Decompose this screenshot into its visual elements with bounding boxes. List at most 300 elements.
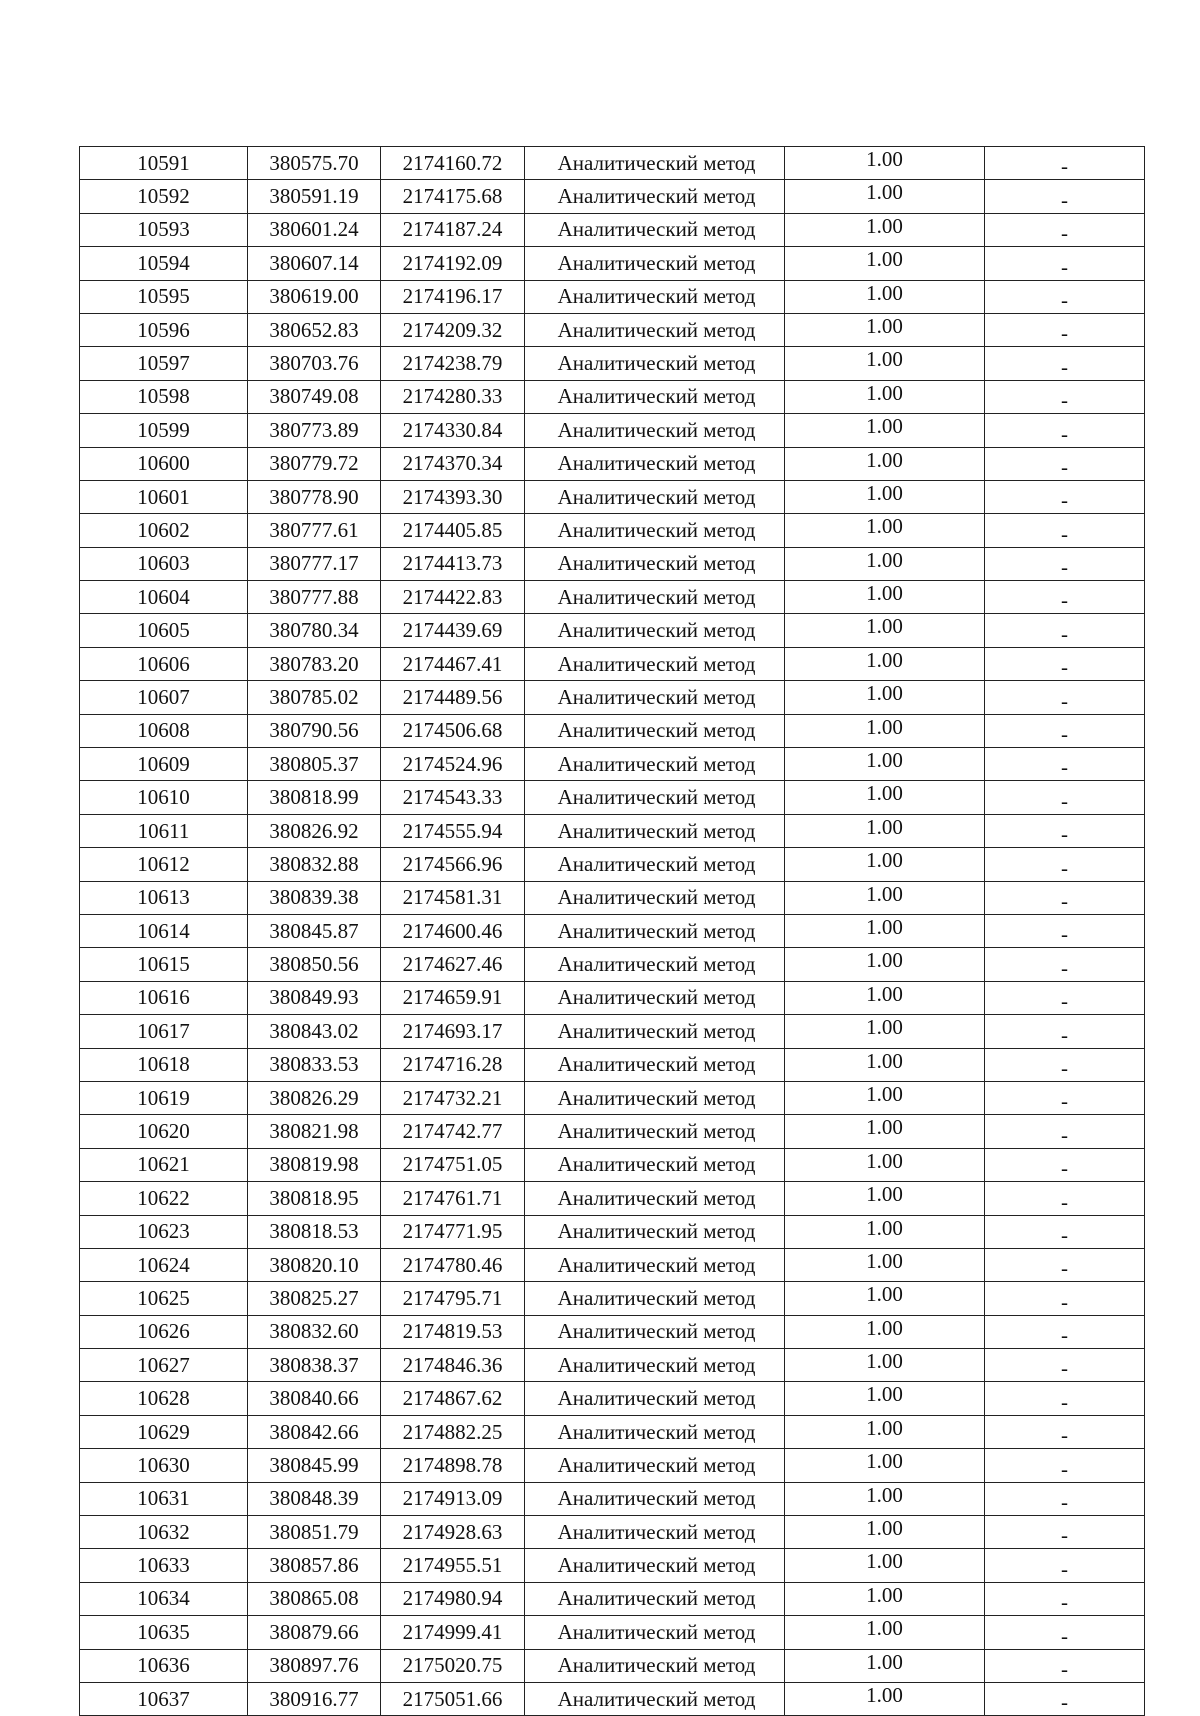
note-cell: -	[985, 1248, 1145, 1281]
y-coordinate-cell: 2174209.32	[381, 313, 525, 346]
note-cell: -	[985, 1148, 1145, 1181]
y-coordinate-cell: 2174175.68	[381, 180, 525, 213]
method-cell: Аналитический метод	[525, 347, 785, 380]
note-cell: -	[985, 914, 1145, 947]
table-row	[80, 647, 1145, 680]
accuracy-cell: 1.00	[785, 1415, 985, 1448]
note-cell: -	[985, 1349, 1145, 1382]
note-cell: -	[985, 848, 1145, 881]
accuracy-cell: 1.00	[785, 814, 985, 847]
y-coordinate-cell: 2174555.94	[381, 814, 525, 847]
x-coordinate-cell: 380777.17	[248, 547, 381, 580]
accuracy-cell: 1.00	[785, 848, 985, 881]
y-coordinate-cell: 2174716.28	[381, 1048, 525, 1081]
accuracy-cell: 1.00	[785, 380, 985, 413]
table-row	[80, 748, 1145, 781]
table-row	[80, 1482, 1145, 1515]
method-cell: Аналитический метод	[525, 1282, 785, 1315]
method-cell: Аналитический метод	[525, 1582, 785, 1615]
accuracy-cell: 1.00	[785, 280, 985, 313]
x-coordinate-cell: 380826.29	[248, 1081, 381, 1114]
y-coordinate-cell: 2174196.17	[381, 280, 525, 313]
table-row	[80, 948, 1145, 981]
y-coordinate-cell: 2174732.21	[381, 1081, 525, 1114]
x-coordinate-cell: 380879.66	[248, 1616, 381, 1649]
accuracy-cell: 1.00	[785, 781, 985, 814]
method-cell: Аналитический метод	[525, 447, 785, 480]
method-cell: Аналитический метод	[525, 1015, 785, 1048]
point-number-cell: 10635	[80, 1616, 248, 1649]
y-coordinate-cell: 2174819.53	[381, 1315, 525, 1348]
note-cell: -	[985, 414, 1145, 447]
note-cell: -	[985, 514, 1145, 547]
note-cell: -	[985, 1582, 1145, 1615]
point-number-cell: 10630	[80, 1449, 248, 1482]
point-number-cell: 10613	[80, 881, 248, 914]
note-cell: -	[985, 1182, 1145, 1215]
method-cell: Аналитический метод	[525, 1215, 785, 1248]
x-coordinate-cell: 380897.76	[248, 1649, 381, 1682]
table-row	[80, 280, 1145, 313]
accuracy-cell: 1.00	[785, 881, 985, 914]
table-row	[80, 213, 1145, 246]
table-row	[80, 981, 1145, 1014]
x-coordinate-cell: 380850.56	[248, 948, 381, 981]
x-coordinate-cell: 380825.27	[248, 1282, 381, 1315]
accuracy-cell: 1.00	[785, 414, 985, 447]
x-coordinate-cell: 380843.02	[248, 1015, 381, 1048]
x-coordinate-cell: 380779.72	[248, 447, 381, 480]
method-cell: Аналитический метод	[525, 313, 785, 346]
y-coordinate-cell: 2175020.75	[381, 1649, 525, 1682]
y-coordinate-cell: 2174524.96	[381, 748, 525, 781]
table-row	[80, 781, 1145, 814]
note-cell: -	[985, 581, 1145, 614]
y-coordinate-cell: 2174566.96	[381, 848, 525, 881]
point-number-cell: 10592	[80, 180, 248, 213]
table-row	[80, 1015, 1145, 1048]
y-coordinate-cell: 2174751.05	[381, 1148, 525, 1181]
point-number-cell: 10605	[80, 614, 248, 647]
x-coordinate-cell: 380777.61	[248, 514, 381, 547]
table-row	[80, 1649, 1145, 1682]
note-cell: -	[985, 1516, 1145, 1549]
x-coordinate-cell: 380845.87	[248, 914, 381, 947]
accuracy-cell: 1.00	[785, 1549, 985, 1582]
method-cell: Аналитический метод	[525, 681, 785, 714]
x-coordinate-cell: 380838.37	[248, 1349, 381, 1382]
table-row	[80, 614, 1145, 647]
x-coordinate-cell: 380619.00	[248, 280, 381, 313]
method-cell: Аналитический метод	[525, 380, 785, 413]
y-coordinate-cell: 2174882.25	[381, 1415, 525, 1448]
x-coordinate-cell: 380821.98	[248, 1115, 381, 1148]
y-coordinate-cell: 2174238.79	[381, 347, 525, 380]
note-cell: -	[985, 614, 1145, 647]
x-coordinate-cell: 380575.70	[248, 147, 381, 180]
point-number-cell: 10596	[80, 313, 248, 346]
method-cell: Аналитический метод	[525, 1682, 785, 1715]
y-coordinate-cell: 2174506.68	[381, 714, 525, 747]
x-coordinate-cell: 380849.93	[248, 981, 381, 1014]
method-cell: Аналитический метод	[525, 414, 785, 447]
y-coordinate-cell: 2175051.66	[381, 1682, 525, 1715]
note-cell: -	[985, 1482, 1145, 1515]
method-cell: Аналитический метод	[525, 1482, 785, 1515]
point-number-cell: 10601	[80, 480, 248, 513]
x-coordinate-cell: 380607.14	[248, 247, 381, 280]
y-coordinate-cell: 2174761.71	[381, 1182, 525, 1215]
point-number-cell: 10600	[80, 447, 248, 480]
point-number-cell: 10619	[80, 1081, 248, 1114]
accuracy-cell: 1.00	[785, 247, 985, 280]
x-coordinate-cell: 380845.99	[248, 1449, 381, 1482]
y-coordinate-cell: 2174330.84	[381, 414, 525, 447]
x-coordinate-cell: 380777.88	[248, 581, 381, 614]
x-coordinate-cell: 380820.10	[248, 1248, 381, 1281]
x-coordinate-cell: 380783.20	[248, 647, 381, 680]
table-row	[80, 1449, 1145, 1482]
method-cell: Аналитический метод	[525, 1516, 785, 1549]
method-cell: Аналитический метод	[525, 781, 785, 814]
method-cell: Аналитический метод	[525, 1048, 785, 1081]
note-cell: -	[985, 748, 1145, 781]
note-cell: -	[985, 1682, 1145, 1715]
method-cell: Аналитический метод	[525, 180, 785, 213]
point-number-cell: 10595	[80, 280, 248, 313]
y-coordinate-cell: 2174867.62	[381, 1382, 525, 1415]
x-coordinate-cell: 380790.56	[248, 714, 381, 747]
table-row	[80, 1682, 1145, 1715]
point-number-cell: 10620	[80, 1115, 248, 1148]
method-cell: Аналитический метод	[525, 1616, 785, 1649]
table-row	[80, 1148, 1145, 1181]
accuracy-cell: 1.00	[785, 547, 985, 580]
note-cell: -	[985, 213, 1145, 246]
point-number-cell: 10636	[80, 1649, 248, 1682]
y-coordinate-cell: 2174693.17	[381, 1015, 525, 1048]
table-row	[80, 1415, 1145, 1448]
method-cell: Аналитический метод	[525, 280, 785, 313]
coordinates-table-body	[80, 147, 1145, 1716]
accuracy-cell: 1.00	[785, 581, 985, 614]
table-row	[80, 581, 1145, 614]
method-cell: Аналитический метод	[525, 514, 785, 547]
note-cell: -	[985, 480, 1145, 513]
point-number-cell: 10604	[80, 581, 248, 614]
table-row	[80, 1215, 1145, 1248]
x-coordinate-cell: 380840.66	[248, 1382, 381, 1415]
x-coordinate-cell: 380916.77	[248, 1682, 381, 1715]
point-number-cell: 10624	[80, 1248, 248, 1281]
table-row	[80, 147, 1145, 180]
accuracy-cell: 1.00	[785, 914, 985, 947]
point-number-cell: 10602	[80, 514, 248, 547]
table-row	[80, 547, 1145, 580]
table-row	[80, 1549, 1145, 1582]
note-cell: -	[985, 247, 1145, 280]
accuracy-cell: 1.00	[785, 1215, 985, 1248]
method-cell: Аналитический метод	[525, 1549, 785, 1582]
table-row	[80, 1182, 1145, 1215]
note-cell: -	[985, 1616, 1145, 1649]
method-cell: Аналитический метод	[525, 1315, 785, 1348]
accuracy-cell: 1.00	[785, 1482, 985, 1515]
method-cell: Аналитический метод	[525, 1415, 785, 1448]
point-number-cell: 10622	[80, 1182, 248, 1215]
point-number-cell: 10625	[80, 1282, 248, 1315]
accuracy-cell: 1.00	[785, 480, 985, 513]
point-number-cell: 10608	[80, 714, 248, 747]
method-cell: Аналитический метод	[525, 914, 785, 947]
method-cell: Аналитический метод	[525, 247, 785, 280]
note-cell: -	[985, 948, 1145, 981]
note-cell: -	[985, 1382, 1145, 1415]
x-coordinate-cell: 380839.38	[248, 881, 381, 914]
x-coordinate-cell: 380819.98	[248, 1148, 381, 1181]
point-number-cell: 10617	[80, 1015, 248, 1048]
table-row	[80, 1516, 1145, 1549]
table-row	[80, 1248, 1145, 1281]
accuracy-cell: 1.00	[785, 147, 985, 180]
accuracy-cell: 1.00	[785, 1081, 985, 1114]
accuracy-cell: 1.00	[785, 313, 985, 346]
point-number-cell: 10591	[80, 147, 248, 180]
table-row	[80, 814, 1145, 847]
point-number-cell: 10607	[80, 681, 248, 714]
accuracy-cell: 1.00	[785, 180, 985, 213]
note-cell: -	[985, 180, 1145, 213]
accuracy-cell: 1.00	[785, 1349, 985, 1382]
accuracy-cell: 1.00	[785, 1382, 985, 1415]
accuracy-cell: 1.00	[785, 447, 985, 480]
x-coordinate-cell: 380833.53	[248, 1048, 381, 1081]
table-row	[80, 414, 1145, 447]
y-coordinate-cell: 2174928.63	[381, 1516, 525, 1549]
method-cell: Аналитический метод	[525, 714, 785, 747]
note-cell: -	[985, 814, 1145, 847]
table-row	[80, 380, 1145, 413]
point-number-cell: 10631	[80, 1482, 248, 1515]
x-coordinate-cell: 380826.92	[248, 814, 381, 847]
accuracy-cell: 1.00	[785, 1182, 985, 1215]
method-cell: Аналитический метод	[525, 147, 785, 180]
y-coordinate-cell: 2174780.46	[381, 1248, 525, 1281]
y-coordinate-cell: 2174439.69	[381, 614, 525, 647]
x-coordinate-cell: 380749.08	[248, 380, 381, 413]
point-number-cell: 10621	[80, 1148, 248, 1181]
note-cell: -	[985, 1081, 1145, 1114]
y-coordinate-cell: 2174955.51	[381, 1549, 525, 1582]
accuracy-cell: 1.00	[785, 1516, 985, 1549]
y-coordinate-cell: 2174581.31	[381, 881, 525, 914]
y-coordinate-cell: 2174742.77	[381, 1115, 525, 1148]
note-cell: -	[985, 981, 1145, 1014]
accuracy-cell: 1.00	[785, 948, 985, 981]
y-coordinate-cell: 2174846.36	[381, 1349, 525, 1382]
point-number-cell: 10637	[80, 1682, 248, 1715]
method-cell: Аналитический метод	[525, 948, 785, 981]
note-cell: -	[985, 380, 1145, 413]
point-number-cell: 10603	[80, 547, 248, 580]
x-coordinate-cell: 380832.60	[248, 1315, 381, 1348]
y-coordinate-cell: 2174980.94	[381, 1582, 525, 1615]
note-cell: -	[985, 1415, 1145, 1448]
x-coordinate-cell: 380842.66	[248, 1415, 381, 1448]
y-coordinate-cell: 2174467.41	[381, 647, 525, 680]
note-cell: -	[985, 147, 1145, 180]
point-number-cell: 10632	[80, 1516, 248, 1549]
point-number-cell: 10618	[80, 1048, 248, 1081]
accuracy-cell: 1.00	[785, 614, 985, 647]
y-coordinate-cell: 2174405.85	[381, 514, 525, 547]
y-coordinate-cell: 2174795.71	[381, 1282, 525, 1315]
x-coordinate-cell: 380865.08	[248, 1582, 381, 1615]
x-coordinate-cell: 380818.99	[248, 781, 381, 814]
table-row	[80, 1616, 1145, 1649]
note-cell: -	[985, 1649, 1145, 1682]
method-cell: Аналитический метод	[525, 748, 785, 781]
point-number-cell: 10628	[80, 1382, 248, 1415]
x-coordinate-cell: 380851.79	[248, 1516, 381, 1549]
table-row	[80, 480, 1145, 513]
note-cell: -	[985, 781, 1145, 814]
accuracy-cell: 1.00	[785, 1148, 985, 1181]
accuracy-cell: 1.00	[785, 681, 985, 714]
x-coordinate-cell: 380773.89	[248, 414, 381, 447]
method-cell: Аналитический метод	[525, 647, 785, 680]
point-number-cell: 10599	[80, 414, 248, 447]
note-cell: -	[985, 881, 1145, 914]
accuracy-cell: 1.00	[785, 347, 985, 380]
point-number-cell: 10615	[80, 948, 248, 981]
x-coordinate-cell: 380848.39	[248, 1482, 381, 1515]
x-coordinate-cell: 380857.86	[248, 1549, 381, 1582]
note-cell: -	[985, 1549, 1145, 1582]
point-number-cell: 10593	[80, 213, 248, 246]
table-row	[80, 1115, 1145, 1148]
y-coordinate-cell: 2174422.83	[381, 581, 525, 614]
table-row	[80, 1382, 1145, 1415]
note-cell: -	[985, 447, 1145, 480]
point-number-cell: 10597	[80, 347, 248, 380]
table-row	[80, 447, 1145, 480]
method-cell: Аналитический метод	[525, 1115, 785, 1148]
table-row	[80, 1349, 1145, 1382]
y-coordinate-cell: 2174999.41	[381, 1616, 525, 1649]
point-number-cell: 10610	[80, 781, 248, 814]
point-number-cell: 10594	[80, 247, 248, 280]
y-coordinate-cell: 2174370.34	[381, 447, 525, 480]
note-cell: -	[985, 1048, 1145, 1081]
point-number-cell: 10616	[80, 981, 248, 1014]
method-cell: Аналитический метод	[525, 581, 785, 614]
method-cell: Аналитический метод	[525, 1649, 785, 1682]
table-row	[80, 1582, 1145, 1615]
accuracy-cell: 1.00	[785, 1282, 985, 1315]
table-row	[80, 914, 1145, 947]
table-row	[80, 313, 1145, 346]
table-row	[80, 347, 1145, 380]
accuracy-cell: 1.00	[785, 514, 985, 547]
note-cell: -	[985, 647, 1145, 680]
accuracy-cell: 1.00	[785, 213, 985, 246]
x-coordinate-cell: 380785.02	[248, 681, 381, 714]
point-number-cell: 10598	[80, 380, 248, 413]
accuracy-cell: 1.00	[785, 714, 985, 747]
x-coordinate-cell: 380818.95	[248, 1182, 381, 1215]
y-coordinate-cell: 2174771.95	[381, 1215, 525, 1248]
table-row	[80, 681, 1145, 714]
method-cell: Аналитический метод	[525, 1349, 785, 1382]
note-cell: -	[985, 280, 1145, 313]
note-cell: -	[985, 1115, 1145, 1148]
accuracy-cell: 1.00	[785, 1015, 985, 1048]
point-number-cell: 10629	[80, 1415, 248, 1448]
x-coordinate-cell: 380818.53	[248, 1215, 381, 1248]
table-row	[80, 180, 1145, 213]
method-cell: Аналитический метод	[525, 1382, 785, 1415]
point-number-cell: 10614	[80, 914, 248, 947]
y-coordinate-cell: 2174393.30	[381, 480, 525, 513]
accuracy-cell: 1.00	[785, 748, 985, 781]
x-coordinate-cell: 380591.19	[248, 180, 381, 213]
y-coordinate-cell: 2174898.78	[381, 1449, 525, 1482]
table-row	[80, 881, 1145, 914]
accuracy-cell: 1.00	[785, 1048, 985, 1081]
method-cell: Аналитический метод	[525, 1248, 785, 1281]
table-row	[80, 1315, 1145, 1348]
accuracy-cell: 1.00	[785, 1649, 985, 1682]
y-coordinate-cell: 2174543.33	[381, 781, 525, 814]
note-cell: -	[985, 313, 1145, 346]
x-coordinate-cell: 380601.24	[248, 213, 381, 246]
point-number-cell: 10611	[80, 814, 248, 847]
y-coordinate-cell: 2174280.33	[381, 380, 525, 413]
method-cell: Аналитический метод	[525, 814, 785, 847]
method-cell: Аналитический метод	[525, 213, 785, 246]
table-row	[80, 848, 1145, 881]
point-number-cell: 10634	[80, 1582, 248, 1615]
coordinates-table	[79, 146, 1145, 1716]
point-number-cell: 10633	[80, 1549, 248, 1582]
note-cell: -	[985, 1449, 1145, 1482]
note-cell: -	[985, 547, 1145, 580]
x-coordinate-cell: 380652.83	[248, 313, 381, 346]
x-coordinate-cell: 380832.88	[248, 848, 381, 881]
y-coordinate-cell: 2174600.46	[381, 914, 525, 947]
method-cell: Аналитический метод	[525, 848, 785, 881]
method-cell: Аналитический метод	[525, 1148, 785, 1181]
y-coordinate-cell: 2174489.56	[381, 681, 525, 714]
point-number-cell: 10612	[80, 848, 248, 881]
point-number-cell: 10623	[80, 1215, 248, 1248]
y-coordinate-cell: 2174659.91	[381, 981, 525, 1014]
method-cell: Аналитический метод	[525, 1182, 785, 1215]
table-row	[80, 247, 1145, 280]
method-cell: Аналитический метод	[525, 1449, 785, 1482]
table-row	[80, 1282, 1145, 1315]
table-row	[80, 1081, 1145, 1114]
accuracy-cell: 1.00	[785, 1115, 985, 1148]
x-coordinate-cell: 380780.34	[248, 614, 381, 647]
note-cell: -	[985, 681, 1145, 714]
table-row	[80, 1048, 1145, 1081]
method-cell: Аналитический метод	[525, 1081, 785, 1114]
y-coordinate-cell: 2174627.46	[381, 948, 525, 981]
y-coordinate-cell: 2174192.09	[381, 247, 525, 280]
note-cell: -	[985, 1282, 1145, 1315]
